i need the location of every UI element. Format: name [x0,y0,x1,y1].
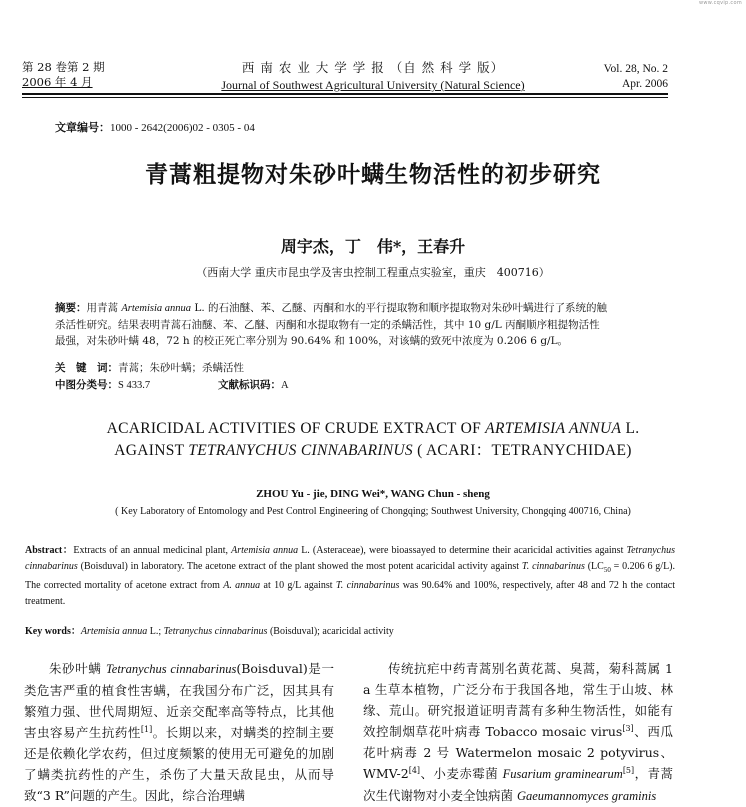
abstract-en-text: = 0.206 6 g/L). The corrected mortality of acetone extract from [25,560,676,591]
title-en-text: AGAINST [114,442,189,459]
document-code-label: 文献标识码： [218,379,281,391]
keywords-cn-value: 青蒿；朱砂叶螨；杀螨活性 [118,362,244,374]
subscript: 50 [603,565,611,574]
body-column-right [363,658,673,807]
header-rule [22,93,668,95]
species-name: Artemisia annua [231,545,299,556]
body-text: 朱砂叶螨 [49,661,106,676]
body-column-left [24,658,334,806]
abstract-en-text: was 90.64% and 100%, respectively, after 48 and 72 h the contact treatment. [25,580,676,607]
body-text: ，青蒿次生代谢物对小麦全蚀病菌 [363,766,673,803]
affiliation-cn: （西南大学 重庆市昆虫学及害虫控制工程重点实验室，重庆 400716） [196,266,550,279]
abstract-en-text: at 10 g/L against [260,580,336,591]
species-name: TETRANYCHUS CINNABARINUS [188,442,413,459]
species-name: Artemisia annua [80,626,148,637]
abstract-cn-label: 摘要： [55,302,87,314]
article-number-value: 1000 - 2642(2006)02 - 0305 - 04 [110,122,255,134]
header-rule-thin [22,97,668,98]
species-name: Gaeumannomyces graminis [516,789,657,803]
species-name: Tetranychus cinnabarinus [25,545,675,572]
classification-value: S 433.7 [118,380,151,391]
abstract-cn-line-3: 最强，对朱砂叶螨 48，72 h 的校正死亡率分别为 90.64% 和 100%，对该螨的致死中浓度为 0.206 6 g/L。 [55,335,569,347]
keywords-en-text: L.; [147,626,164,637]
abstract-en-text: (LC [584,560,604,572]
abstract-cn-line-2: 杀活性研究。结果表明青蒿石油醚、苯、乙醚、丙酮和水提取物有一定的杀螨活性，其中 10 g/L 丙酮顺序粗提物活性 [55,319,600,331]
title-en-text: ( ACARI：TETRANYCHIDAE) [412,442,632,459]
classification-label: 中图分类号： [55,379,118,391]
body-text: 传统抗疟中药青蒿别名黄花蒿、臭蒿，菊科蒿属 1 a 生草本植物，广泛分布于我国各地，常生于山坡、林缘、荒山。研究报道证明青蒿有多种生物活性，如能有效控制烟草花叶病毒 Tobacco mosaic virus [363,661,673,739]
authors-en: ZHOU Yu - jie, DING Wei*, WANG Chun - sheng [256,488,490,500]
abstract-cn-text: L. 的石油醚、苯、乙醚、丙酮和水的平行提取物和顺序提取物对朱砂叶螨进行了系统的触 [191,302,608,314]
species-name: A. annua [223,580,261,591]
citation-ref[interactable]: [3] [622,723,634,733]
volume-cn: 第 28 卷第 2 期 [22,60,105,74]
species-name: Tetranychus cinnabarinus [163,626,268,637]
classification-number [55,377,150,392]
abstract-en-text: Extracts of an annual medicinal plant, [73,545,232,556]
title-en-line-1 [0,418,746,440]
abstract-en [25,543,675,609]
date-cn: 2006 年 4 月 [22,75,93,89]
keywords-en-text: (Boisduval); acaricidal activity [267,626,394,637]
article-title-en [0,418,746,462]
abstract-en-label: Abstract： [25,545,74,556]
article-title-cn: 青蒿粗提物对朱砂叶螨生物活性的初步研究 [145,161,601,188]
citation-ref[interactable]: [5] [622,765,635,775]
title-en-text: ACARICIDAL ACTIVITIES OF CRUDE EXTRACT OF [106,420,486,437]
title-en-text: L. [621,420,640,437]
document-code-value: A [281,380,289,391]
abstract-en-text: (Boisduval) in laboratory. The acetone extract of the plant showed the most potent acaricidal activity against [77,560,522,572]
journal-name-en: Journal of Southwest Agricultural University (Natural Science) [221,78,525,92]
body-text: (Boisduval)是一类危害严重的植食性害螨，在我国分布广泛，因其具有繁殖力强、世代周期短、近亲交配率高等特点，比其他害虫容易产生抗药性 [24,661,334,740]
species-name: Artemisia annua [121,303,192,314]
species-name: Tetranychus cinnabarinus [105,662,237,676]
abstract-en-text: L. (Asteraceae), were bioassayed to determine their acaricidal activities against [298,545,627,556]
species-name: ARTEMISIA ANNUA [485,420,622,437]
title-en-line-2 [0,440,746,462]
article-number [55,119,255,135]
header-center [148,58,598,93]
abstract-cn [55,300,665,349]
species-name: Fusarium graminearum [502,767,623,781]
keywords-en-label: Key words： [25,626,81,637]
affiliation-en: ( Key Laboratory of Entomology and Pest Control Engineering of Chongqing; Southwest University, Chongqing 400716, China) [115,506,631,517]
citation-ref[interactable]: [4] [408,765,421,775]
abstract-cn-line-1 [55,300,665,317]
keywords-cn [55,360,244,375]
species-name: T. cinnabarinus [335,580,400,591]
document-code [218,377,289,392]
source-watermark: www.cqvip.com [698,0,742,6]
journal-name-cn: 西 南 农 业 大 学 学 报 （自 然 科 学 版） [241,60,505,75]
abstract-cn-text: 用青蒿 [86,302,122,314]
species-name: T. cinnabarinus [521,560,585,572]
date-en: Apr. 2006 [622,78,668,90]
article-number-label: 文章编号： [55,121,110,134]
volume-en: Vol. 28, No. 2 [603,63,668,75]
keywords-en [25,622,394,637]
keywords-cn-label: 关 键 词： [55,362,118,374]
body-text: 、西瓜花叶病毒 2 号 Watermelon mosaic 2 potyvirus、WMV-2 [363,724,673,781]
body-text: 、小麦赤霉菌 [420,766,503,781]
header-right [604,62,668,92]
header-left [22,60,105,90]
citation-ref[interactable]: [1] [140,724,153,734]
authors-cn: 周宇杰，丁 伟*，王春升 [280,237,466,256]
body-text: 。长期以来，对螨类的控制主要还是依赖化学农药，但过度频繁的使用无可避免的加剧了螨类抗药性的产生，杀伤了大量天敌昆虫，从而导致“3 R”问题的产生。因此，综合治理螨 [24,725,334,803]
